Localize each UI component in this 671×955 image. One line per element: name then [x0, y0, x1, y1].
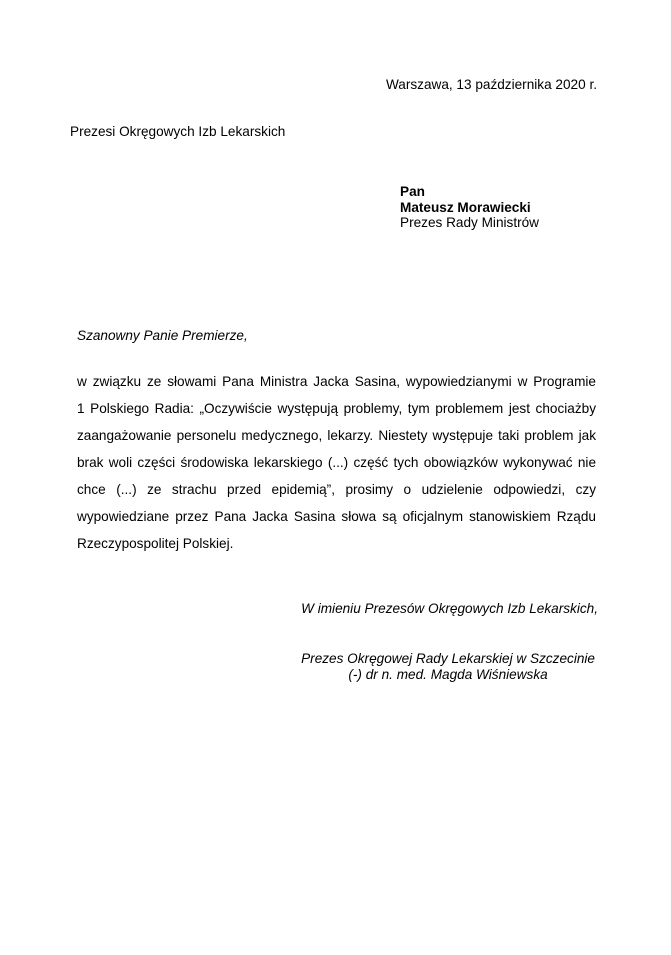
body-line: brak woli części środowiska lekarskiego (...) część tych obowiązków wykonywać nie [77, 455, 596, 470]
signature-role: Prezes Okręgowej Rady Lekarskiej w Szczecinie [301, 651, 595, 666]
recipient-title: Pan [400, 184, 425, 199]
body-line: w związku ze słowami Pana Ministra Jacka Sasina, wypowiedzianymi w Programie [77, 374, 596, 389]
signature-name: (-) dr n. med. Magda Wiśniewska [348, 667, 548, 682]
body-line: Rzeczypospolitej Polskiej. [77, 536, 234, 551]
recipient-name: Mateusz Morawiecki [400, 199, 531, 215]
closing-line: W imieniu Prezesów Okręgowych Izb Lekarskich, [301, 601, 598, 616]
body-paragraph [77, 368, 596, 557]
recipient-role: Prezes Rady Ministrów [400, 215, 539, 230]
body-line: wypowiedziane przez Pana Jacka Sasina słowa są oficjalnym stanowiskiem Rządu [77, 509, 596, 524]
body-line: zaangażowanie personelu medycznego, lekarzy. Niestety występuje taki problem jak [77, 428, 596, 443]
recipient-block [400, 184, 539, 231]
body-line: 1 Polskiego Radia: „Oczywiście występują problemy, tym problemem jest chociażby [77, 401, 596, 416]
sender-line: Prezesi Okręgowych Izb Lekarskich [70, 124, 286, 139]
signature-block [301, 651, 595, 683]
body-line: chce (...) ze strachu przed epidemią”, prosimy o udzielenie odpowiedzi, czy [77, 482, 596, 497]
date-line: Warszawa, 13 października 2020 r. [385, 77, 597, 92]
greeting-line: Szanowny Panie Premierze, [77, 328, 248, 343]
